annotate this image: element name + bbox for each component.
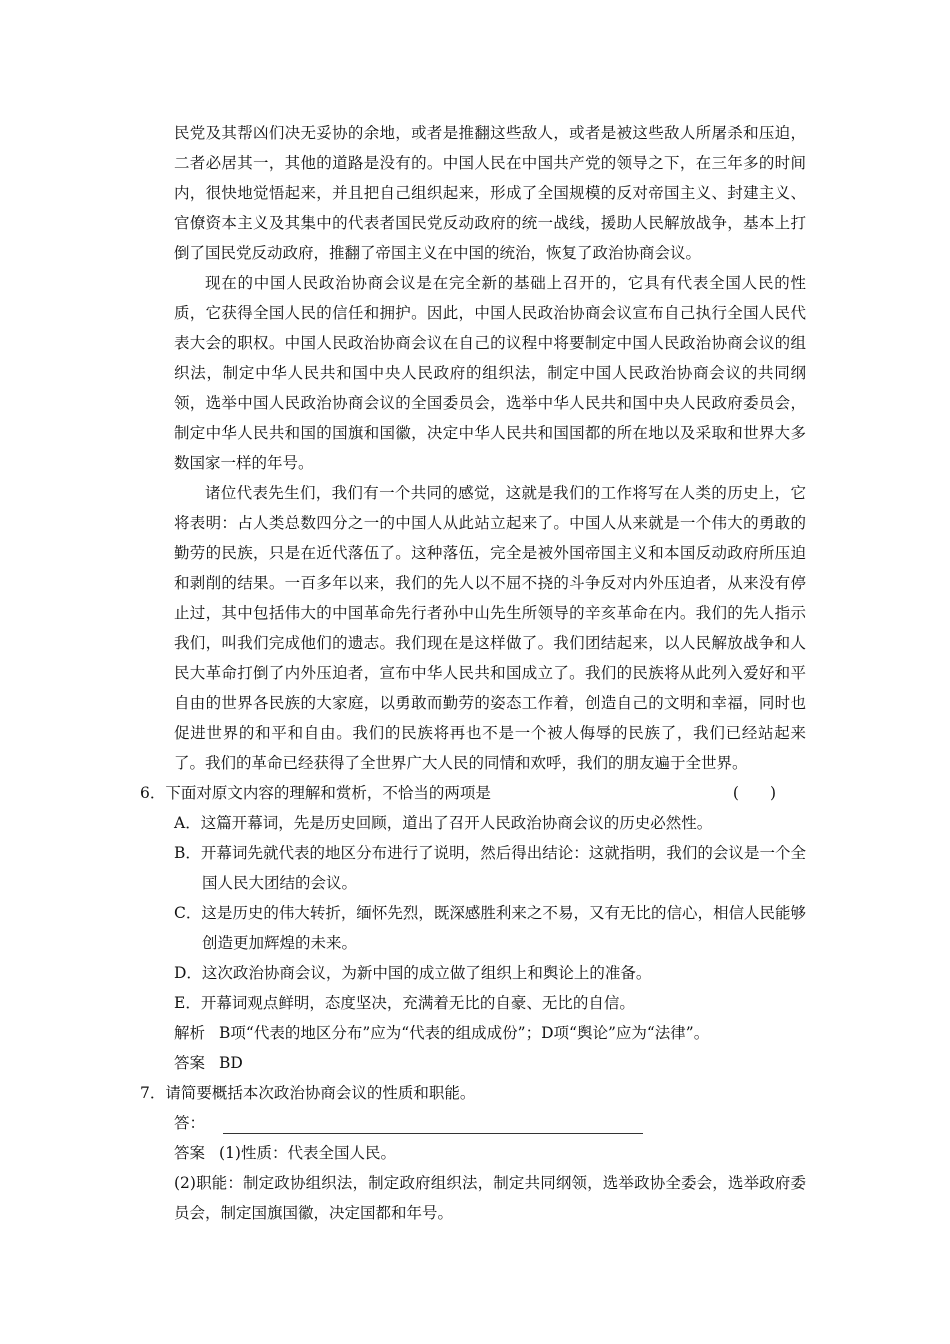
question-6-analysis bbox=[174, 1018, 806, 1048]
question-7-answer-part2: (2)职能：制定政协组织法，制定政府组织法，制定共同纲领，选举政协全委会，选举政府委员会，制定国旗国徽，决定国都和年号。 bbox=[174, 1174, 806, 1222]
question-7-answer-label: 答案 bbox=[174, 1144, 206, 1162]
question-6-option-c: C．这是历史的伟大转折，缅怀先烈，既深感胜利来之不易，又有无比的信心，相信人民能够创造更加辉煌的未来。 bbox=[174, 904, 806, 952]
blank-label: 答： bbox=[174, 1114, 206, 1132]
question-7-answer-row bbox=[174, 1138, 806, 1168]
question-6-stem-row bbox=[140, 778, 806, 808]
question-6-option-a: A．这篇开幕词，先是历史回顾，道出了召开人民政治协商会议的历史必然性。 bbox=[174, 814, 713, 832]
question-6-answer-bracket: ( ) bbox=[732, 784, 776, 802]
passage-paragraph-1: 民党及其帮凶们决无妥协的余地，或者是推翻这些敌人，或者是被这些敌人所屠杀和压迫，二者必居其一，其他的道路是没有的。中国人民在中国共产党的领导之下，在三年多的时间内，很快地觉悟起来，并且把自己组织起来，形成了全国规模的反对帝国主义、封建主义、官僚资本主义及其集中的代表者国民党反动政府的统一战线，援助人民解放战争，基本上打倒了国民党反动政府，推翻了帝国主义在中国的统治，恢复了政治协商会议。 bbox=[174, 124, 806, 262]
answer-text: BD bbox=[219, 1054, 243, 1072]
question-7-blank-row bbox=[174, 1108, 806, 1138]
question-6-option-e: E．开幕词观点鲜明，态度坚决，充满着无比的自豪、无比的自信。 bbox=[174, 994, 635, 1012]
question-7-stem-row bbox=[140, 1078, 806, 1108]
passage-paragraph-2: 现在的中国人民政治协商会议是在完全新的基础上召开的，它具有代表全国人民的性质，它获得全国人民的信任和拥护。因此，中国人民政治协商会议宣布自己执行全国人民代表大会的职权。中国人民政治协商会议在自己的议程中将要制定中国人民政治协商会议的组织法，制定中华人民共和国中央人民政府的组织法，制定中国人民政治协商会议的共同纲领，选举中国人民政治协商会议的全国委员会，选举中华人民共和国中央人民政府委员会，制定中华人民共和国的国旗和国徽，决定中华人民共和国国都的所在地以及采取和世界大多数国家一样的年号。 bbox=[174, 274, 806, 472]
question-7-answer-part1: (1)性质：代表全国人民。 bbox=[219, 1144, 396, 1162]
analysis-label: 解析 bbox=[174, 1024, 206, 1042]
passage-paragraph-3: 诸位代表先生们，我们有一个共同的感觉，这就是我们的工作将写在人类的历史上，它将表明：占人类总数四分之一的中国人从此站立起来了。中国人从来就是一个伟大的勇敢的勤劳的民族，只是在近代落伍了。这种落伍，完全是被外国帝国主义和本国反动政府所压迫和剥削的结果。一百多年以来，我们的先人以不屈不挠的斗争反对内外压迫者，从来没有停止过，其中包括伟大的中国革命先行者孙中山先生所领导的辛亥革命在内。我们的先人指示我们，叫我们完成他们的遗志。我们现在是这样做了。我们团结起来，以人民解放战争和人民大革命打倒了内外压迫者，宣布中华人民共和国成立了。我们的民族将从此列入爱好和平自由的世界各民族的大家庭，以勇敢而勤劳的姿态工作着，创造自己的文明和幸福，同时也促进世界的和平和自由。我们的民族将再也不是一个被人侮辱的民族了，我们已经站起来了。我们的革命已经获得了全世界广大人民的同情和欢呼，我们的朋友遍于全世界。 bbox=[174, 484, 806, 772]
question-6-option-b: B．开幕词先就代表的地区分布进行了说明，然后得出结论：这就指明，我们的会议是一个全国人民大团结的会议。 bbox=[174, 844, 806, 892]
question-6-answer bbox=[174, 1048, 806, 1078]
answer-blank-line[interactable] bbox=[223, 1115, 643, 1134]
analysis-text: B项“代表的地区分布”应为“代表的组成成份”；D项“舆论”应为“法律”。 bbox=[219, 1024, 710, 1042]
question-6-option-d: D．这次政治协商会议，为新中国的成立做了组织上和舆论上的准备。 bbox=[174, 964, 652, 982]
answer-label: 答案 bbox=[174, 1054, 206, 1072]
question-6-stem: 6．下面对原文内容的理解和赏析，不恰当的两项是 bbox=[140, 784, 491, 802]
question-7-stem: 7．请简要概括本次政治协商会议的性质和职能。 bbox=[140, 1084, 476, 1102]
document-content bbox=[0, 118, 950, 1228]
